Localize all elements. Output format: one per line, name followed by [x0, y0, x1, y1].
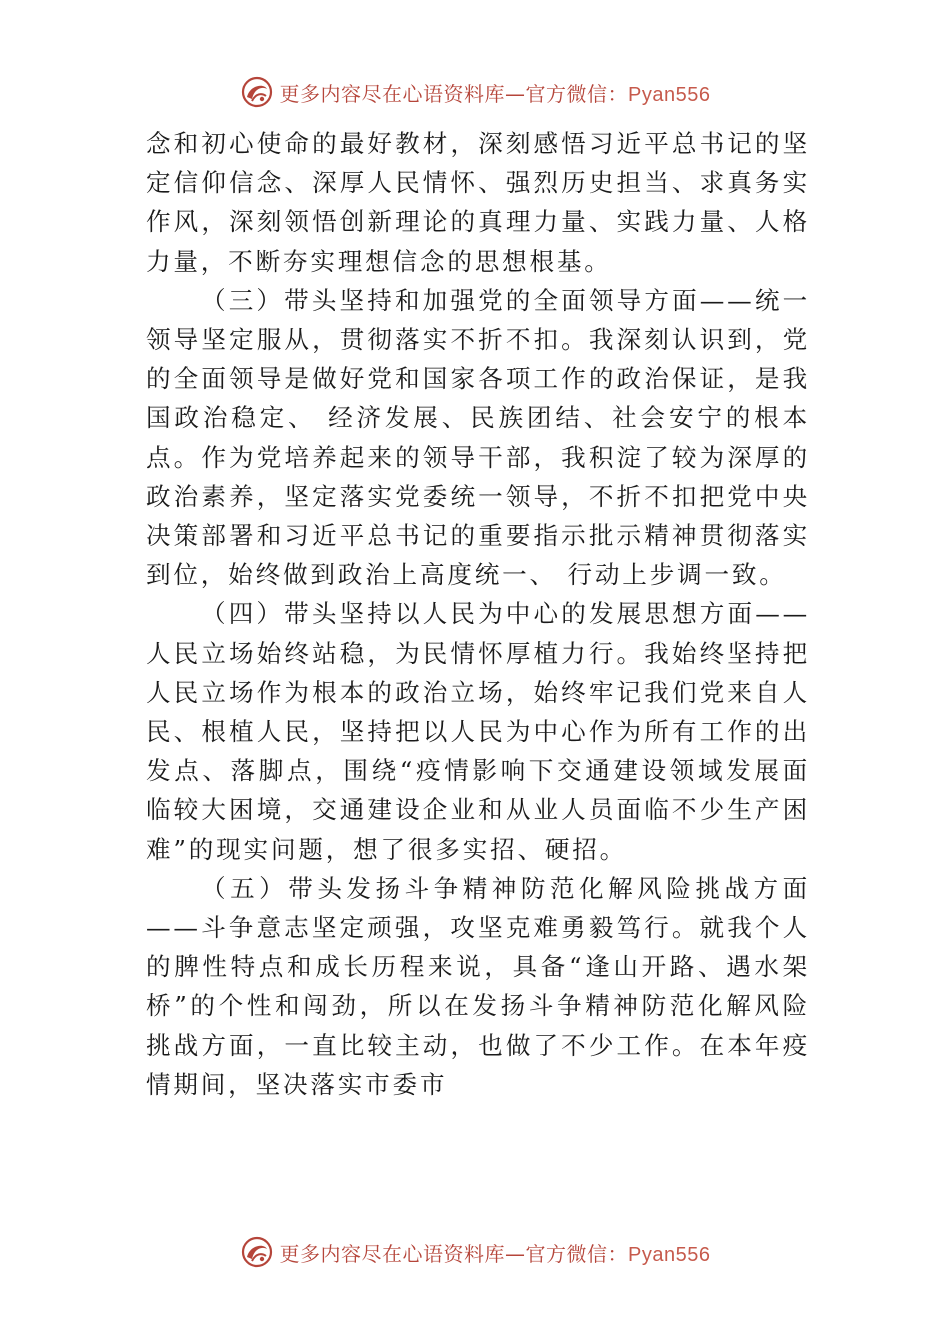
- swirl-logo-icon: [240, 75, 274, 109]
- footer-banner-text: 更多内容尽在心语资料库—官方微信：Pyan556: [279, 1241, 711, 1266]
- paragraph-section-5: （五）带头发扬斗争精神防范化解风险挑战方面——斗争意志坚定顽强，攻坚克难勇毅笃行。就我个人的脾性特点和成长历程来说，具备“逢山开路、遇水架桥”的个性和闯劲，所以在发扬斗争精神防范化解风险挑战方面，一直比较主动，也做了不少工作。在本年疫情期间，坚决落实市委市: [146, 873, 810, 1099]
- paragraph-section-3: （三）带头坚持和加强党的全面领导方面——统一领导坚定服从，贯彻落实不折不扣。我深刻认识到，党的全面领导是做好党和国家各项工作的政治保证，是我国政治稳定、 经济发展、民族团结、社会安宁的根本点。作为党培养起来的领导干部，我积淀了较为深厚的政治素养，坚定落实党委统一领导，不折不扣把党中央决策部署和习近平总书记的重要指示批示精神贯彻落实到位，始终做到政治上高度统一、 行动上步调一致。: [146, 285, 810, 590]
- footer-banner: [0, 1232, 950, 1272]
- document-body: [146, 124, 810, 1104]
- header-banner: [0, 72, 950, 112]
- paragraph-section-4: （四）带头坚持以人民为中心的发展思想方面——人民立场始终站稳，为民情怀厚植力行。我始终坚持把人民立场作为根本的政治立场，始终牢记我们党来自人民、根植人民，坚持把以人民为中心作为所有工作的出发点、落脚点，围绕“疫情影响下交通建设领域发展面临较大困境，交通建设企业和从业人员面临不少生产困难”的现实问题，想了很多实招、硬招。: [146, 599, 810, 864]
- header-banner-text: 更多内容尽在心语资料库—官方微信：Pyan556: [279, 81, 711, 106]
- swirl-logo-icon: [240, 1235, 274, 1269]
- paragraph-continued: 念和初心使命的最好教材，深刻感悟习近平总书记的坚定信仰信念、深厚人民情怀、强烈历史担当、求真务实作风，深刻领悟创新理论的真理力量、实践力量、人格力量，不断夯实理想信念的思想根基。: [146, 129, 810, 276]
